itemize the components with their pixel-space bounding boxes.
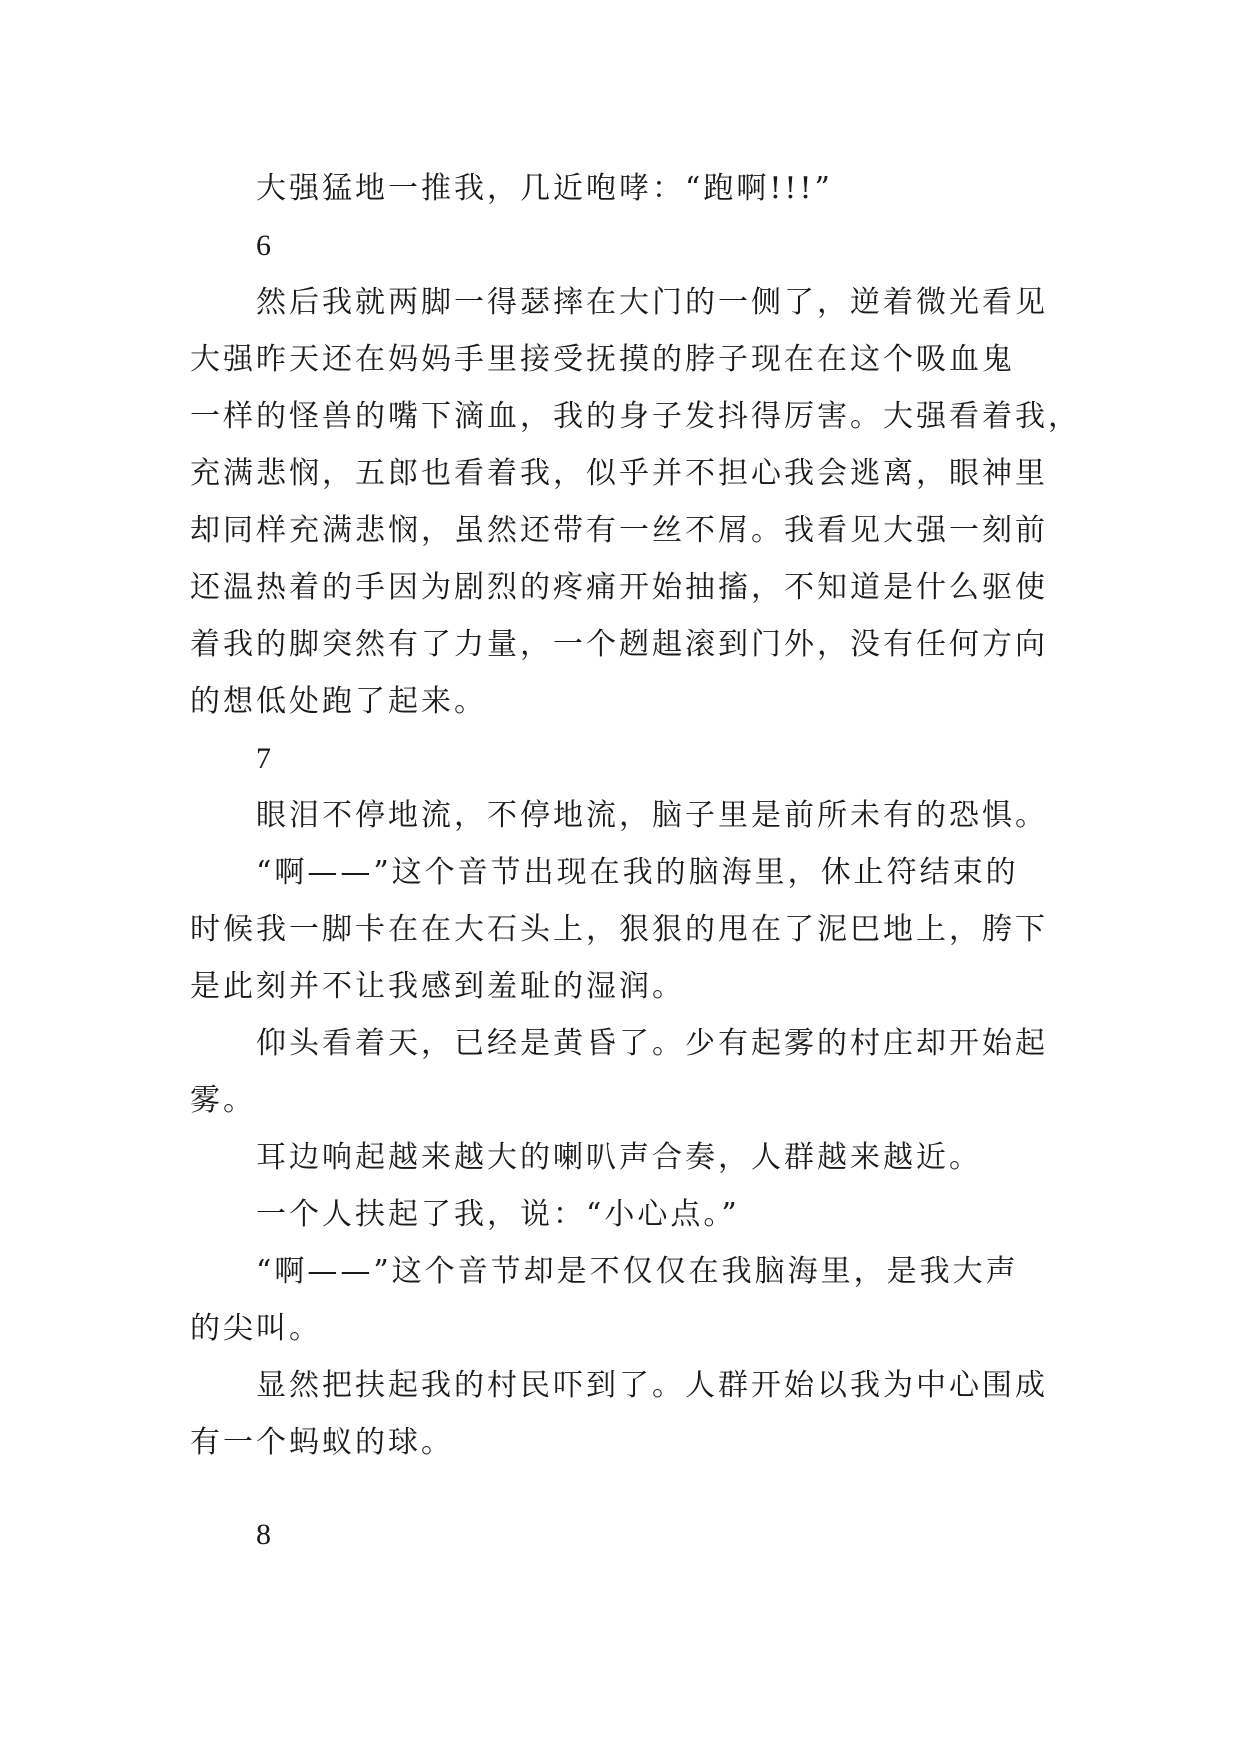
paragraph-line: “啊——”这个音节却是不仅仅在我脑海里，是我大声 xyxy=(256,1254,1019,1289)
paragraph-line: 大强昨天还在妈妈手里接受抚摸的脖子现在在这个吸血鬼 xyxy=(190,342,1015,377)
paragraph-line: 显然把扶起我的村民吓到了。人群开始以我为中心围成 xyxy=(256,1368,1048,1403)
paragraph-line: 大强猛地一推我，几近咆哮：“跑啊!!!” xyxy=(256,171,833,206)
section-number: 8 xyxy=(256,1518,274,1551)
paragraph-line: “啊——”这个音节出现在我的脑海里，休止符结束的 xyxy=(256,855,1019,890)
paragraph-line: 的想低处跑了起来。 xyxy=(190,684,487,719)
paragraph-line: 着我的脚突然有了力量，一个趔趄滚到门外，没有任何方向 xyxy=(190,627,1048,662)
paragraph-line: 眼泪不停地流，不停地流，脑子里是前所未有的恐惧。 xyxy=(256,798,1048,833)
paragraph-line: 有一个蚂蚁的球。 xyxy=(190,1425,454,1460)
spacer xyxy=(190,1471,1070,1506)
paragraph-line: 还温热着的手因为剧烈的疼痛开始抽搐，不知道是什么驱使 xyxy=(190,570,1048,605)
paragraph-line: 耳边响起越来越大的喇叭声合奏，人群越来越近。 xyxy=(256,1140,982,1175)
paragraph-line: 一样的怪兽的嘴下滴血，我的身子发抖得厉害。大强看着我， xyxy=(190,399,1081,434)
story-text xyxy=(190,160,1081,1563)
paragraph-line: 充满悲悯，五郎也看着我，似乎并不担心我会逃离，眼神里 xyxy=(190,456,1048,491)
paragraph-line: 一个人扶起了我，说：“小心点。” xyxy=(256,1197,740,1232)
paragraph-line: 却同样充满悲悯，虽然还带有一丝不屑。我看见大强一刻前 xyxy=(190,513,1048,548)
paragraph-line: 仰头看着天，已经是黄昏了。少有起雾的村庄却开始起 xyxy=(256,1026,1048,1061)
paragraph-line: 雾。 xyxy=(190,1083,256,1118)
section-number: 7 xyxy=(256,742,274,775)
paragraph-line: 时候我一脚卡在在大石头上，狠狠的甩在了泥巴地上，胯下 xyxy=(190,912,1048,947)
paragraph-line: 是此刻并不让我感到羞耻的湿润。 xyxy=(190,969,685,1004)
section-number: 6 xyxy=(256,229,274,262)
paragraph-line: 的尖叫。 xyxy=(190,1311,322,1346)
paragraph-line: 然后我就两脚一得瑟摔在大门的一侧了，逆着微光看见 xyxy=(256,285,1048,320)
